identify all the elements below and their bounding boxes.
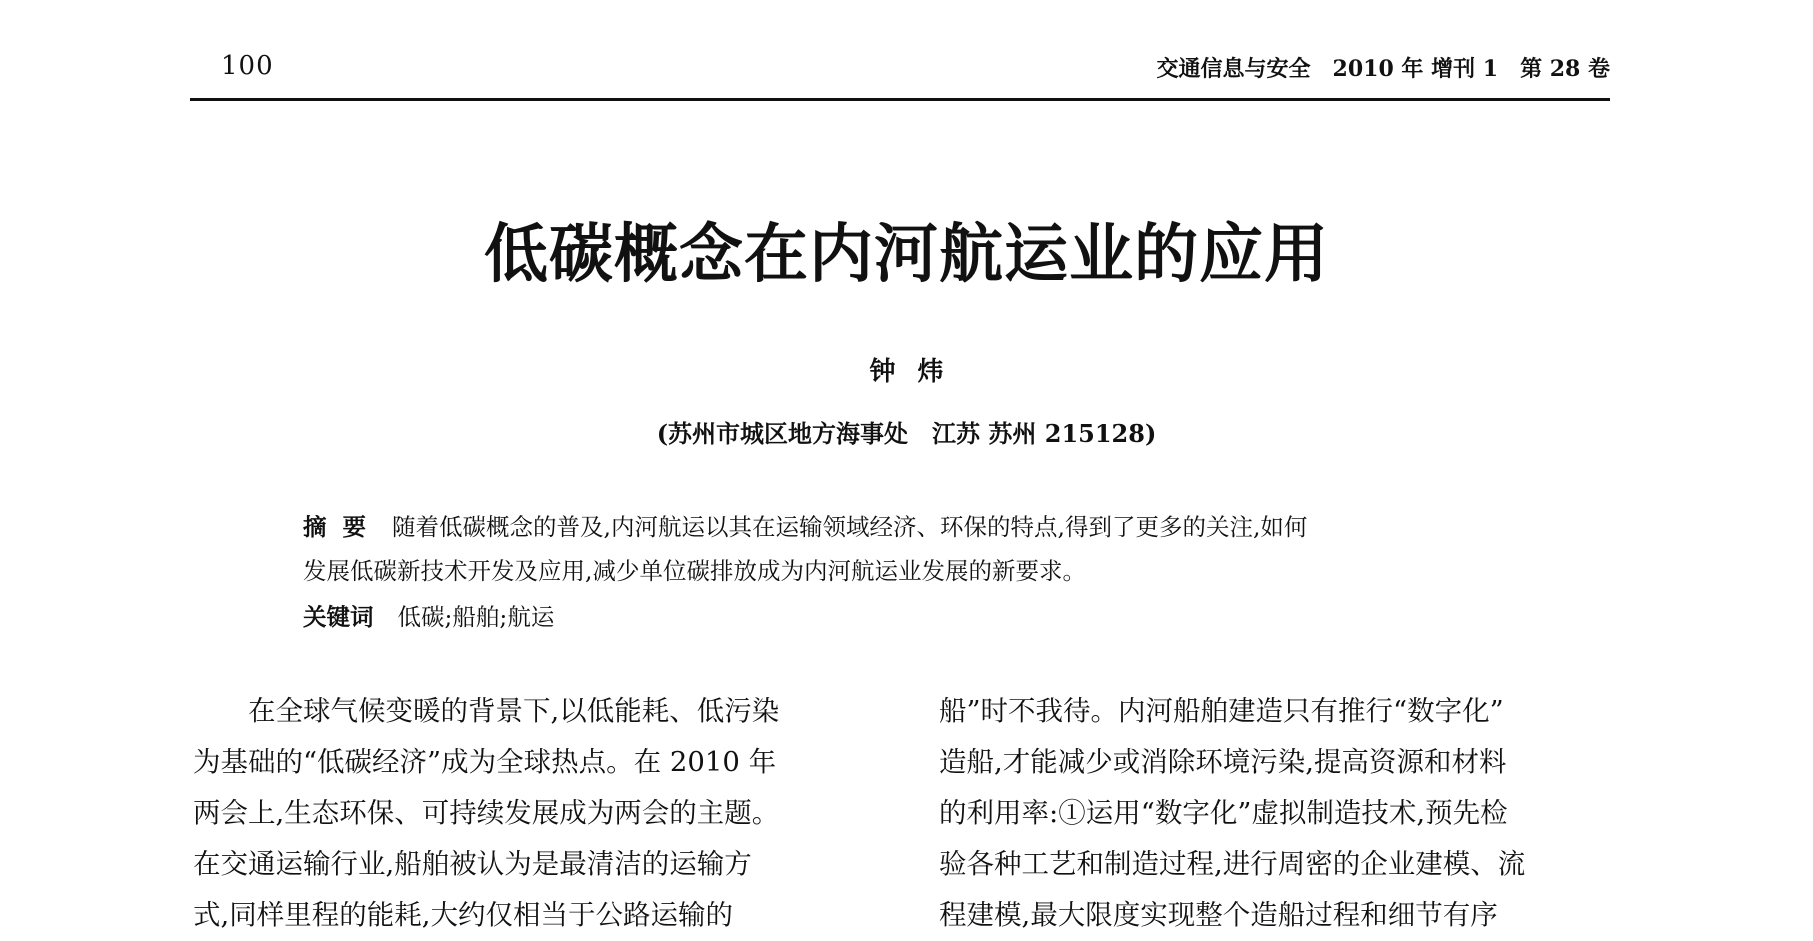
body-line: 验各种工艺和制造过程,进行周密的企业建模、流 xyxy=(939,848,1526,880)
issue-info: 2010 年 增刊 1 xyxy=(1332,56,1499,82)
body-right-column xyxy=(939,686,1621,941)
body-line: 程建模,最大限度实现整个造船过程和细节有序 xyxy=(939,899,1498,931)
author-name: 钟炜 xyxy=(869,357,966,387)
running-head xyxy=(1157,55,1610,83)
keywords-label: 关键词 xyxy=(303,603,374,631)
abstract-first-line xyxy=(303,505,1508,549)
page-number: 100 xyxy=(221,51,274,81)
keywords xyxy=(303,595,554,639)
body-left-column xyxy=(193,686,875,941)
volume-info: 第 28 卷 xyxy=(1520,56,1610,82)
body-line: 式,同样里程的能耗,大约仅相当于公路运输的 xyxy=(193,899,733,931)
body-line: 船”时不我待。内河船舶建造只有推行“数字化” xyxy=(939,695,1504,727)
body-line: 两会上,生态环保、可持续发展成为两会的主题。 xyxy=(193,797,780,829)
abstract-text-1: 随着低碳概念的普及,内河航运以其在运输领域经济、环保的特点,得到了更多的关注,如何 xyxy=(392,513,1308,541)
abstract xyxy=(303,505,1508,593)
body-line: 造船,才能减少或消除环境污染,提高资源和材料 xyxy=(939,746,1507,778)
body-line: 的利用率:①运用“数字化”虚拟制造技术,预先检 xyxy=(939,797,1508,829)
article-title: 低碳概念在内河航运业的应用 xyxy=(484,217,1329,292)
abstract-label: 摘要 xyxy=(303,513,382,541)
body-line: 在全球气候变暖的背景下,以低能耗、低污染 xyxy=(248,695,780,727)
abstract-text-2: 发展低碳新技术开发及应用,减少单位碳排放成为内河航运业发展的新要求。 xyxy=(303,557,1086,585)
header-rule xyxy=(190,98,1610,101)
keywords-text: 低碳;船舶;航运 xyxy=(397,603,555,631)
author-affiliation: (苏州市城区地方海事处 江苏 苏州 215128) xyxy=(656,419,1157,448)
body-line: 在交通运输行业,船舶被认为是最清洁的运输方 xyxy=(193,848,752,880)
journal-name: 交通信息与安全 xyxy=(1156,56,1311,82)
body-line: 为基础的“低碳经济”成为全球热点。在 2010 年 xyxy=(193,746,777,778)
